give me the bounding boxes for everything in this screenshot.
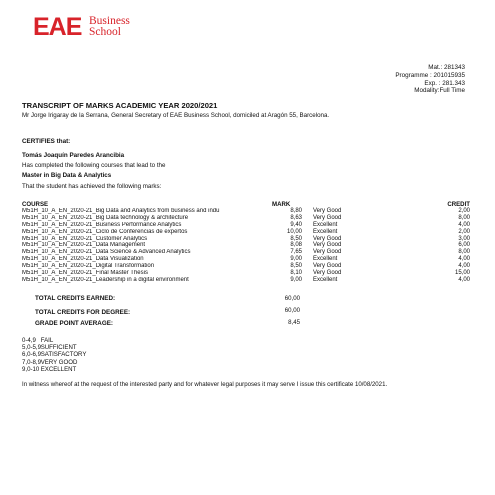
course-cell: M51H_10_A_EN_2020-21_Data Visualization (22, 256, 144, 263)
grade-label: FAIL (40, 337, 54, 344)
table-row (22, 208, 470, 215)
table-row (22, 270, 470, 277)
credit-cell: 6,00 (458, 242, 470, 249)
completed-statement: Has completed the following courses that lead to the (22, 162, 166, 169)
grade-range: 0-4,9 (22, 337, 36, 344)
credit-cell: 8,00 (458, 214, 470, 221)
document-title: TRANSCRIPT OF MARKS ACADEMIC YEAR 2020/2021 (22, 101, 218, 110)
mark-cell: 8,50 (290, 235, 302, 242)
gpa-label: GRADE POINT AVERAGE: (35, 320, 114, 327)
exp-number: Exp. : 281.343 (424, 79, 465, 87)
mark-cell: 8,10 (290, 270, 302, 277)
mark-cell: 9,00 (290, 276, 302, 283)
credit-cell: 4,00 (458, 276, 470, 283)
courses-table (22, 208, 470, 284)
mark-cell: 9,40 (290, 221, 302, 228)
qualification-cell: Very Good (313, 235, 342, 242)
student-reference-block (395, 64, 465, 95)
grade-label: EXCELLENT (40, 365, 77, 373)
mark-cell: 9,00 (290, 256, 302, 263)
mark-cell: 8,80 (290, 208, 302, 214)
table-row (22, 242, 470, 249)
course-cell: M51H_10_A_EN_2020-21_Big Data technology & architecture (22, 214, 189, 221)
programme-number: Programme : 201015935 (395, 71, 465, 79)
grading-scale-item (22, 366, 86, 373)
logo-line-business: Business (89, 15, 130, 27)
mat-number: Mat.: 281343 (428, 64, 465, 71)
table-row (22, 256, 470, 263)
qualification-cell: Excellent (313, 221, 338, 228)
qualification-cell: Very Good (313, 270, 342, 277)
course-cell: M51H_10_A_EN_2020-21_Big Data and Analytics from business and indu (22, 208, 220, 214)
grading-scale-item (22, 344, 86, 351)
table-row (22, 249, 470, 256)
total-credits-earned-value: 60,00 (284, 295, 300, 302)
course-cell: M51H_10_A_EN_2020-21_Data Management (22, 242, 146, 249)
student-name: Tomás Joaquín Paredes Arancibia (22, 152, 125, 159)
logo-line-school: School (89, 26, 121, 38)
table-row (22, 222, 470, 229)
grade-range: 9,0-10 (22, 365, 40, 373)
grade-range: 6,0-6,9 (22, 351, 41, 359)
qualification-cell: Very Good (313, 242, 342, 249)
grade-range: 7,0-8,9 (22, 358, 41, 366)
course-cell: M51H_10_A_EN_2020-21_Business Performance Analytics (22, 221, 182, 228)
logo-eae-wordmark: EAE (33, 13, 82, 41)
credit-cell: 2,00 (458, 228, 470, 235)
course-cell: M51H_10_A_EN_2020-21_Leadership in a digital environment (22, 276, 189, 283)
course-cell: M51H_10_A_EN_2020-21_Final Master Thesis (22, 270, 148, 277)
credit-cell: 15,00 (454, 270, 470, 277)
modality: Modality:Full Time (414, 87, 465, 95)
table-row (22, 215, 470, 222)
qualification-cell: Very Good (313, 249, 342, 256)
course-cell: M51H_10_A_EN_2020-21_Digital Transformation (22, 263, 155, 270)
total-credits-degree-value: 60,00 (284, 307, 300, 314)
secretary-statement: Mr Jorge Irigaray de la Serrana, General Secretary of EAE Business School, domiciled at Aragón 55, Barcelona. (22, 112, 330, 119)
mark-cell: 8,08 (290, 242, 302, 249)
mark-cell: 10,00 (286, 228, 302, 235)
table-row (22, 277, 470, 284)
mark-cell: 8,63 (290, 214, 302, 221)
mark-cell: 7,65 (290, 249, 302, 256)
header-credit: CREDIT (447, 201, 470, 208)
total-credits-earned-label: TOTAL CREDITS EARNED: (35, 295, 116, 302)
mark-cell: 8,50 (290, 263, 302, 270)
witness-statement: In witness whereof at the request of the interested party and for whatever legal purposes it may serve I issue this certificate 10/08/2021. (22, 381, 388, 388)
total-credits-degree-label: TOTAL CREDITS FOR DEGREE: (35, 309, 131, 316)
qualification-cell: Very Good (313, 208, 342, 214)
grading-scale-item (22, 359, 86, 366)
qualification-cell: Excellent (313, 256, 338, 263)
table-row (22, 229, 470, 236)
logo-school-name (89, 16, 130, 38)
certifies-heading: CERTIFIES that: (22, 138, 71, 145)
credit-cell: 4,00 (458, 256, 470, 263)
qualification-cell: Excellent (313, 276, 338, 283)
grading-scale-item (22, 337, 86, 344)
table-row (22, 236, 470, 243)
grade-label: SATISFACTORY (40, 351, 87, 359)
achieved-statement: That the student has achieved the following marks: (22, 183, 162, 190)
qualification-cell: Very Good (313, 263, 342, 270)
credit-cell: 3,00 (458, 235, 470, 242)
grading-scale (22, 337, 86, 373)
grade-label: SUFFICIENT (40, 344, 77, 352)
course-cell: M51H_10_A_EN_2020-21_Customer Analytics (22, 235, 148, 242)
credit-cell: 4,00 (458, 221, 470, 228)
grade-range: 5,0-5,9 (22, 344, 41, 352)
course-cell: M51H_10_A_EN_2020-21_Data Science & Advanced Analytics (22, 249, 191, 256)
credit-cell: 2,00 (458, 208, 470, 214)
grading-scale-item (22, 351, 86, 358)
programme-name: Master in Big Data & Analytics (22, 172, 112, 179)
header-course: COURSE (22, 201, 49, 208)
header-mark: MARK (272, 201, 291, 208)
qualification-cell: Excellent (313, 228, 338, 235)
credit-cell: 4,00 (458, 263, 470, 270)
credit-cell: 8,00 (458, 249, 470, 256)
qualification-cell: Very Good (313, 214, 342, 221)
table-row (22, 263, 470, 270)
course-cell: M51H_10_A_EN_2020-21_Ciclo de Conferencias de expertos (22, 228, 188, 235)
gpa-value: 8,45 (288, 319, 300, 326)
grade-label: VERY GOOD (40, 358, 78, 366)
